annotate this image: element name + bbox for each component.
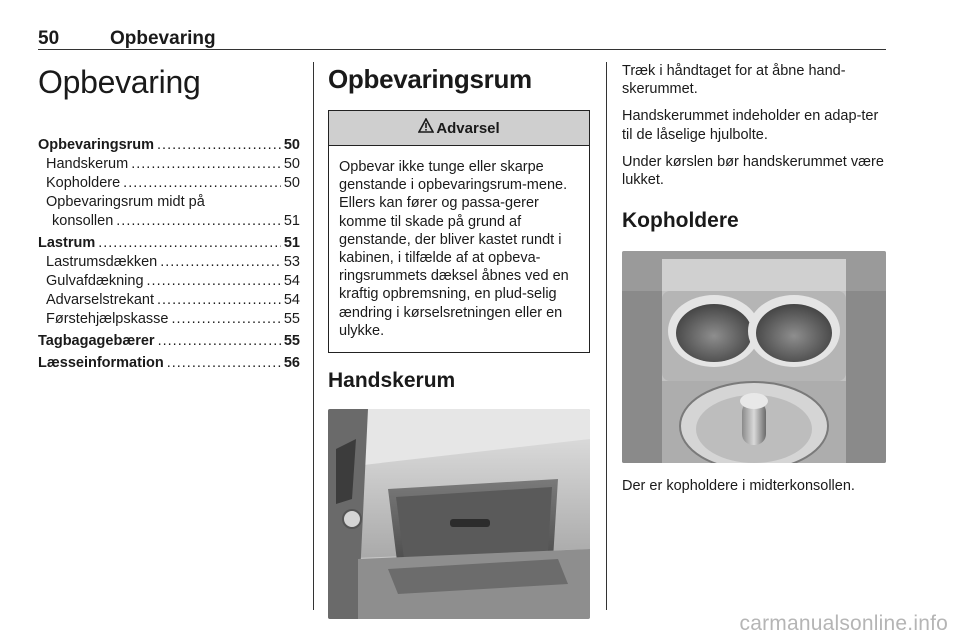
toc-leader bbox=[167, 354, 281, 373]
paragraph: Handskerummet indeholder en adap-ter til de låselige hjulbolte. bbox=[622, 108, 879, 143]
warning-text: Opbevar ikke tunge eller skarpe genstande i opbevaringsrum-mene. Ellers kan fører og passa-gerer komme til skade på grund af genstande, der bliver kastet rundt i kabinen, i tilfælde af at opbeva-ringsrummets dæksel åbnes ved en kraftig opbremsning, en plud-selig ændring i kørselsretningen eller en ulykke. bbox=[339, 159, 569, 339]
toc-entry[interactable] bbox=[38, 253, 300, 272]
toc-entry[interactable] bbox=[38, 291, 300, 310]
toc-entry-page: 54 bbox=[283, 273, 300, 289]
toc-entry-title: Lastrum bbox=[38, 235, 96, 251]
toc-entry-page: 55 bbox=[283, 311, 300, 327]
warning-heading: Advarsel bbox=[436, 119, 500, 137]
toc-entry[interactable] bbox=[38, 272, 300, 291]
toc-entry-page: 56 bbox=[283, 355, 300, 371]
toc-leader bbox=[116, 212, 281, 231]
section-title: Opbevaringsrum bbox=[328, 64, 532, 94]
toc-entry-page: 50 bbox=[283, 137, 300, 153]
toc-leader bbox=[98, 234, 281, 253]
toc-entry-title: Gulvafdækning bbox=[46, 273, 144, 289]
toc-leader bbox=[158, 332, 281, 351]
toc-leader bbox=[147, 272, 281, 291]
toc-entry[interactable] bbox=[38, 212, 300, 231]
table-of-contents bbox=[38, 136, 300, 373]
toc-entry[interactable] bbox=[38, 136, 300, 155]
paragraph: Der er kopholdere i midterkonsollen. bbox=[622, 478, 855, 495]
toc-entry-title: Førstehjælpskasse bbox=[46, 311, 169, 327]
toc-leader bbox=[123, 174, 281, 193]
storage-column bbox=[328, 62, 590, 619]
toc-entry-title: Tagbagagebærer bbox=[38, 333, 155, 349]
toc-entry[interactable] bbox=[38, 234, 300, 253]
column-divider bbox=[606, 62, 607, 610]
toc-entry[interactable] bbox=[38, 310, 300, 329]
page-number: 50 bbox=[38, 28, 60, 49]
toc-column bbox=[38, 62, 300, 373]
toc-entry-title: Lastrumsdækken bbox=[46, 254, 158, 270]
cupholder-title: Kopholdere bbox=[622, 209, 739, 233]
toc-entry[interactable] bbox=[38, 354, 300, 373]
toc-entry[interactable] bbox=[38, 332, 300, 351]
toc-leader bbox=[160, 253, 281, 272]
glovebox-image bbox=[328, 409, 590, 619]
toc-entry-title: Læsseinformation bbox=[38, 355, 164, 371]
toc-entry-page: 50 bbox=[283, 175, 300, 191]
toc-entry-page: 50 bbox=[283, 156, 300, 172]
toc-leader bbox=[157, 136, 281, 155]
toc-leader bbox=[131, 155, 281, 174]
cupholder-column bbox=[622, 62, 888, 504]
toc-entry[interactable] bbox=[38, 174, 300, 193]
toc-entry-page: 54 bbox=[283, 292, 300, 308]
paragraph: Træk i håndtaget for at åbne hand-skerummet. bbox=[622, 63, 846, 98]
toc-leader bbox=[171, 310, 280, 329]
toc-entry-title: Opbevaringsrum midt på bbox=[46, 194, 205, 210]
warning-box bbox=[328, 110, 590, 353]
running-title: Opbevaring bbox=[110, 28, 216, 49]
toc-leader bbox=[157, 291, 281, 310]
watermark: carmanualsonline.info bbox=[739, 612, 948, 635]
toc-entry-page: 51 bbox=[283, 235, 300, 251]
cupholder-image bbox=[622, 251, 886, 463]
glovebox-title: Handskerum bbox=[328, 369, 456, 393]
chapter-title: Opbevaring bbox=[38, 64, 201, 100]
paragraph: Under kørslen bør handskerummet være lukket. bbox=[622, 153, 884, 189]
toc-entry-title: konsollen bbox=[52, 213, 114, 229]
toc-entry-page: 51 bbox=[283, 213, 300, 229]
toc-entry-page: 53 bbox=[283, 254, 300, 270]
column-divider bbox=[313, 62, 314, 610]
header-rule bbox=[38, 49, 886, 50]
toc-entry-page: 55 bbox=[283, 333, 300, 349]
toc-entry-title: Advarselstrekant bbox=[46, 292, 154, 308]
toc-entry-title: Handskerum bbox=[46, 156, 129, 172]
toc-entry-title: Kopholdere bbox=[46, 175, 121, 191]
toc-entry-title: Opbevaringsrum bbox=[38, 137, 155, 153]
warning-triangle-icon bbox=[418, 118, 434, 138]
toc-entry[interactable] bbox=[38, 193, 300, 212]
warning-header bbox=[329, 111, 589, 146]
toc-entry[interactable] bbox=[38, 155, 300, 174]
